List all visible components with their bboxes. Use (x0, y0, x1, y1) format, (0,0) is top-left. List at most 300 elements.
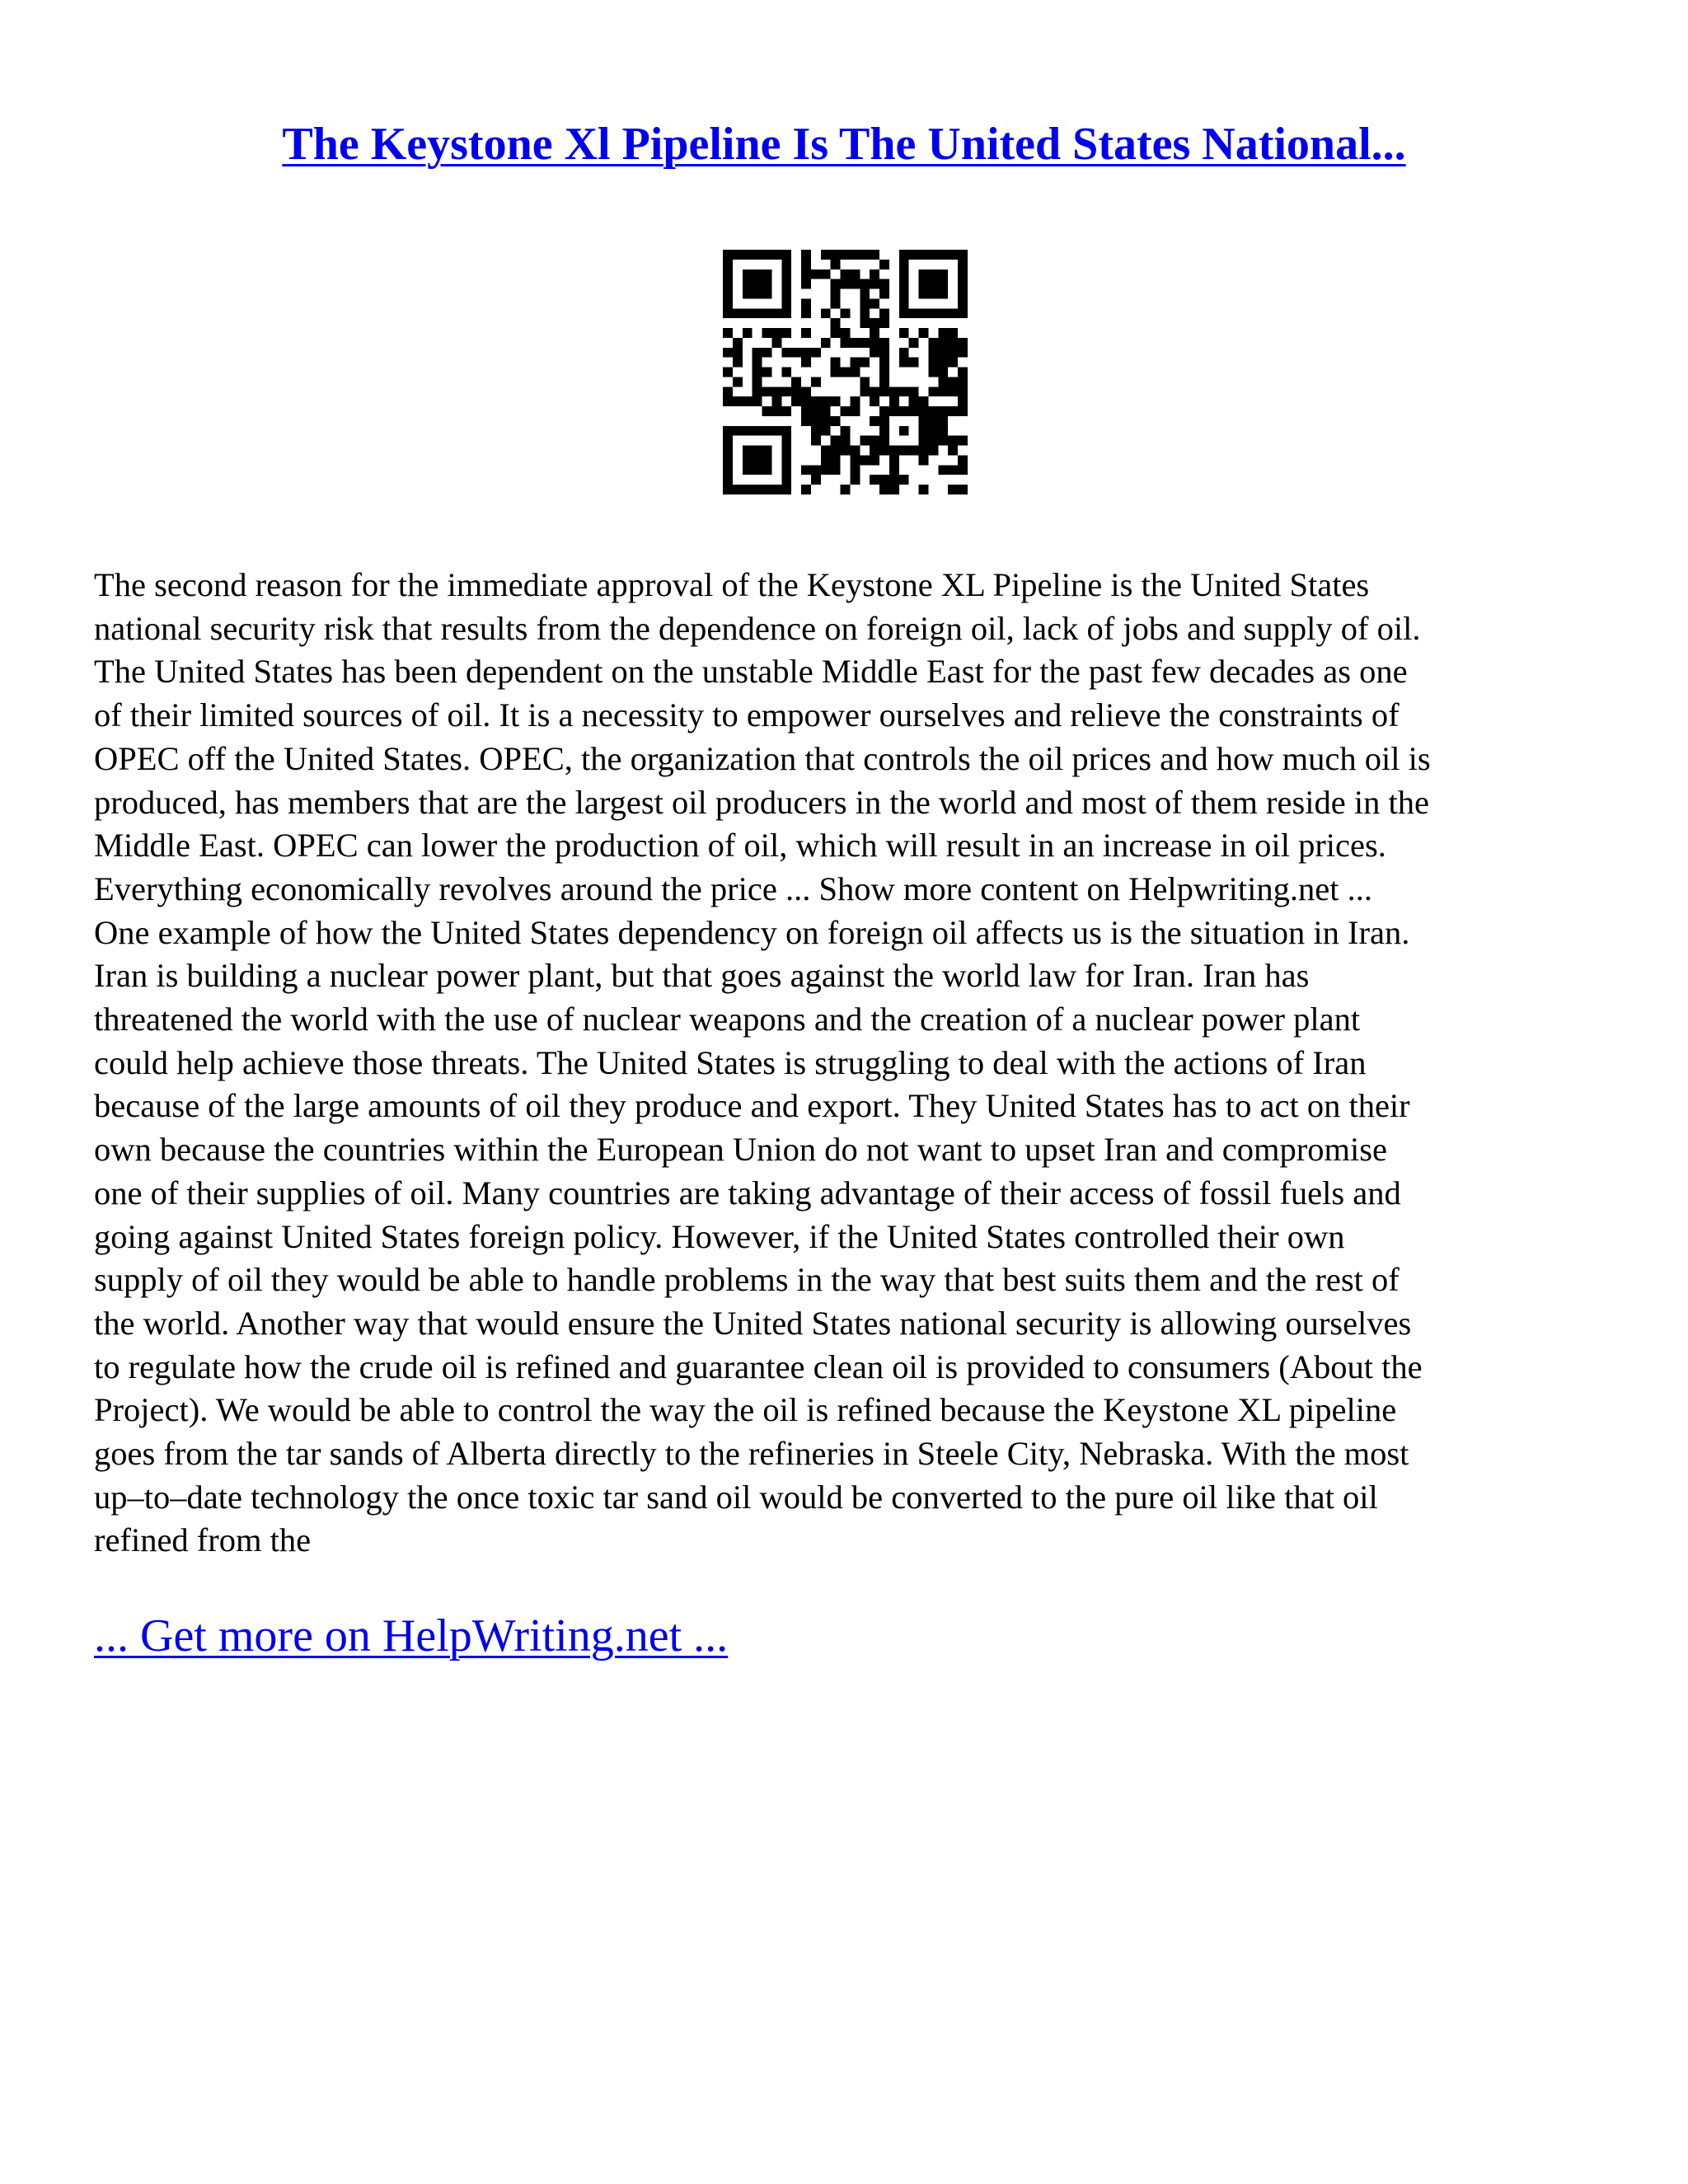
qr-module (860, 455, 870, 465)
qr-module (958, 396, 968, 406)
qr-module (801, 358, 811, 368)
qr-module (762, 485, 772, 494)
qr-module (958, 348, 968, 358)
qr-module (771, 406, 781, 416)
qr-module (860, 436, 870, 446)
qr-module (781, 279, 791, 289)
qr-module (831, 260, 841, 269)
qr-module (919, 446, 929, 456)
qr-module (948, 436, 958, 446)
qr-module (909, 250, 919, 260)
qr-module (743, 308, 753, 318)
qr-module (850, 406, 860, 416)
qr-module (733, 308, 743, 318)
qr-module (743, 426, 753, 436)
qr-module (879, 279, 889, 289)
qr-module (831, 289, 841, 299)
qr-module (723, 260, 733, 269)
qr-module (870, 318, 879, 328)
qr-module (919, 269, 929, 279)
qr-module (811, 396, 821, 406)
qr-module (801, 269, 811, 279)
qr-module (958, 279, 968, 289)
qr-module (938, 308, 948, 318)
qr-module (821, 338, 831, 348)
qr-module (889, 446, 899, 456)
qr-module (781, 250, 791, 260)
qr-module (831, 446, 841, 456)
qr-module (762, 387, 772, 396)
qr-module (938, 426, 948, 436)
qr-module (831, 465, 841, 475)
qr-module (928, 416, 938, 426)
qr-module (899, 289, 909, 299)
qr-module (801, 465, 811, 475)
qr-module (762, 250, 772, 260)
qr-module (743, 250, 753, 260)
qr-module (811, 348, 821, 358)
body-line: up–to–date technology the once toxic tar sand oil would be converted to the pure oil like that oil (94, 1478, 1378, 1516)
qr-module (841, 426, 851, 436)
qr-module (733, 426, 743, 436)
qr-module (781, 406, 791, 416)
qr-module (753, 358, 762, 368)
qr-module (889, 455, 899, 465)
qr-module (889, 406, 899, 416)
get-more-link[interactable]: ... Get more on HelpWriting.net ... (94, 1610, 729, 1661)
qr-module (850, 338, 860, 348)
qr-module (889, 475, 899, 485)
qr-module (938, 279, 948, 289)
qr-module (860, 387, 870, 396)
qr-module (850, 269, 860, 279)
qr-module (801, 260, 811, 269)
qr-module (889, 396, 899, 406)
qr-module (948, 387, 958, 396)
qr-module (753, 368, 762, 377)
qr-module (860, 298, 870, 308)
qr-module (879, 377, 889, 387)
qr-module (938, 338, 948, 348)
qr-module (733, 358, 743, 368)
qr-module (791, 396, 801, 406)
qr-module (781, 298, 791, 308)
qr-module (723, 455, 733, 465)
qr-module (870, 338, 879, 348)
body-line: could help achieve those threats. The United States is struggling to deal with the actions of Iran (94, 1043, 1367, 1081)
qr-module (821, 426, 831, 436)
qr-module (958, 250, 968, 260)
qr-module (733, 338, 743, 348)
qr-module (870, 250, 879, 260)
qr-module (899, 298, 909, 308)
qr-module (850, 455, 860, 465)
qr-module (743, 279, 753, 289)
qr-module (860, 250, 870, 260)
qr-module (762, 465, 772, 475)
qr-module (919, 436, 929, 446)
qr-module (743, 269, 753, 279)
qr-module (958, 269, 968, 279)
qr-module (870, 455, 879, 465)
qr-module (860, 289, 870, 299)
qr-module (753, 269, 762, 279)
qr-module (743, 396, 753, 406)
qr-module (821, 308, 831, 318)
qr-module (879, 436, 889, 446)
qr-module (938, 289, 948, 299)
body-line: going against United States foreign policy. However, if the United States controlled their own (94, 1217, 1345, 1255)
qr-module (831, 250, 841, 260)
qr-module (723, 387, 733, 396)
qr-module (879, 368, 889, 377)
qr-module (743, 446, 753, 456)
qr-module (928, 406, 938, 416)
qr-module (879, 416, 889, 426)
qr-module (938, 368, 948, 377)
qr-module (841, 485, 851, 494)
qr-module (889, 485, 899, 494)
more-link-container (94, 1607, 728, 1665)
qr-module (919, 396, 929, 406)
qr-module (811, 465, 821, 475)
qr-module (831, 368, 841, 377)
qr-module (879, 406, 889, 416)
qr-module (928, 446, 938, 456)
qr-module (860, 318, 870, 328)
qr-module (909, 406, 919, 416)
qr-module (753, 279, 762, 289)
qr-module (928, 348, 938, 358)
qr-module (811, 406, 821, 416)
qr-module (771, 387, 781, 396)
qr-module (791, 387, 801, 396)
qr-module (899, 279, 909, 289)
qr-module (958, 436, 968, 446)
qr-module (733, 250, 743, 260)
qr-module (811, 475, 821, 485)
qr-module (771, 338, 781, 348)
qr-module (899, 446, 909, 456)
qr-module (762, 308, 772, 318)
qr-module (850, 475, 860, 485)
qr-module (919, 279, 929, 289)
qr-module (781, 328, 791, 338)
qr-module (723, 279, 733, 289)
qr-module (781, 269, 791, 279)
qr-module (743, 328, 753, 338)
qr-module (841, 308, 851, 318)
qr-module (928, 250, 938, 260)
qr-module (948, 308, 958, 318)
qr-module (781, 436, 791, 446)
qr-module (801, 396, 811, 406)
qr-module (781, 475, 791, 485)
qr-module (958, 260, 968, 269)
qr-module (870, 396, 879, 406)
qr-module (928, 269, 938, 279)
qr-module (771, 396, 781, 406)
qr-module (841, 279, 851, 289)
qr-module (753, 446, 762, 456)
body-line: the world. Another way that would ensure the United States national security is allowing ourselves (94, 1304, 1412, 1342)
qr-module (928, 279, 938, 289)
qr-module (723, 436, 733, 446)
qr-module (723, 368, 733, 377)
qr-module (938, 250, 948, 260)
qr-module (781, 387, 791, 396)
qr-module (870, 416, 879, 426)
qr-module (928, 368, 938, 377)
qr-module (909, 387, 919, 396)
qr-module (899, 358, 909, 368)
qr-module (831, 436, 841, 446)
qr-module (909, 396, 919, 406)
qr-module (723, 465, 733, 475)
body-line: threatened the world with the use of nuclear weapons and the creation of a nuclear power plant (94, 1001, 1361, 1038)
qr-module (948, 348, 958, 358)
qr-module (948, 446, 958, 456)
qr-code-icon (723, 250, 968, 494)
qr-module (958, 298, 968, 308)
qr-module (889, 387, 899, 396)
qr-module (860, 279, 870, 289)
qr-module (958, 485, 968, 494)
qr-module (801, 298, 811, 308)
qr-module (781, 485, 791, 494)
qr-module (781, 289, 791, 299)
qr-module (899, 475, 909, 485)
qr-module (753, 348, 762, 358)
qr-module (801, 308, 811, 318)
qr-module (958, 308, 968, 318)
qr-module (821, 446, 831, 456)
qr-module (753, 465, 762, 475)
qr-module (958, 338, 968, 348)
qr-module (870, 298, 879, 308)
qr-module (743, 465, 753, 475)
body-line: The United States has been dependent on the unstable Middle East for the past few decades as one (94, 653, 1408, 691)
qr-module (762, 328, 772, 338)
qr-module (821, 416, 831, 426)
body-line: national security risk that results from the dependence on foreign oil, lack of jobs and supply of oil. (94, 609, 1421, 647)
qr-module (753, 377, 762, 387)
qr-module (919, 485, 929, 494)
qr-module (879, 485, 889, 494)
body-line: supply of oil they would be able to handle problems in the way that best suits them and the rest of (94, 1261, 1400, 1299)
qr-module (879, 338, 889, 348)
qr-module (938, 406, 948, 416)
qr-module (919, 406, 929, 416)
qr-module (753, 396, 762, 406)
qr-module (958, 387, 968, 396)
qr-module (870, 279, 879, 289)
qr-module (762, 279, 772, 289)
qr-module (801, 416, 811, 426)
qr-module (928, 338, 938, 348)
qr-module (753, 485, 762, 494)
qr-module (771, 308, 781, 318)
qr-module (762, 426, 772, 436)
qr-module (811, 426, 821, 436)
qr-module (938, 328, 948, 338)
qr-module (850, 446, 860, 456)
qr-module (899, 387, 909, 396)
qr-module (870, 269, 879, 279)
qr-module (899, 250, 909, 260)
qr-module (870, 446, 879, 456)
qr-module (771, 426, 781, 436)
qr-module (723, 289, 733, 299)
qr-module (928, 358, 938, 368)
qr-module (948, 328, 958, 338)
qr-module (762, 455, 772, 465)
qr-module (821, 465, 831, 475)
qr-module (919, 416, 929, 426)
qr-module (938, 348, 948, 358)
qr-module (743, 455, 753, 465)
qr-module (870, 387, 879, 396)
qr-module (781, 308, 791, 318)
qr-module (762, 289, 772, 299)
qr-module (821, 406, 831, 416)
qr-module (938, 377, 948, 387)
body-line: produced, has members that are the largest oil producers in the world and most of them reside in the (94, 783, 1429, 821)
qr-module (811, 416, 821, 426)
qr-module (928, 387, 938, 396)
qr-module (938, 465, 948, 475)
body-line: one of their supplies of oil. Many countries are taking advantage of their access of fossil fuels and (94, 1174, 1401, 1212)
qr-module (723, 298, 733, 308)
qr-module (753, 387, 762, 396)
qr-module (948, 465, 958, 475)
body-line: OPEC off the United States. OPEC, the organization that controls the oil prices and how much oil is (94, 739, 1431, 777)
qr-module (781, 260, 791, 269)
body-line: Iran is building a nuclear power plant, but that goes against the world law for Iran. Iran has (94, 957, 1310, 995)
body-line: because of the large amounts of oil they produce and export. They United States has to act on their (94, 1087, 1410, 1125)
qr-module (899, 406, 909, 416)
qr-module (928, 289, 938, 299)
qr-module (781, 465, 791, 475)
body-line: goes from the tar sands of Alberta directly to the refineries in Steele City, Nebraska. With the most (94, 1435, 1409, 1473)
qr-module (938, 269, 948, 279)
qr-module (801, 485, 811, 494)
qr-module (723, 475, 733, 485)
qr-module (762, 269, 772, 279)
qr-module (811, 377, 821, 387)
qr-module (850, 396, 860, 406)
qr-module (753, 455, 762, 465)
qr-module (781, 426, 791, 436)
qr-module (723, 446, 733, 456)
qr-module (958, 289, 968, 299)
qr-module (801, 279, 811, 289)
qr-module (928, 426, 938, 436)
qr-module (831, 298, 841, 308)
qr-module (958, 455, 968, 465)
qr-module (771, 328, 781, 338)
qr-module (811, 436, 821, 446)
qr-module (879, 318, 889, 328)
qr-module (821, 455, 831, 465)
qr-module (733, 348, 743, 358)
qr-module (841, 368, 851, 377)
qr-module (850, 465, 860, 475)
qr-module (753, 250, 762, 260)
qr-module (811, 269, 821, 279)
qr-module (948, 338, 958, 348)
qr-module (831, 279, 841, 289)
qr-module (723, 348, 733, 358)
qr-module (899, 260, 909, 269)
body-line: of their limited sources of oil. It is a necessity to empower ourselves and relieve the constraints of (94, 696, 1400, 734)
qr-module (899, 328, 909, 338)
qr-module (850, 279, 860, 289)
body-line: The second reason for the immediate approval of the Keystone XL Pipeline is the United States (94, 566, 1370, 603)
qr-module (860, 308, 870, 318)
qr-module (899, 308, 909, 318)
qr-module (821, 396, 831, 406)
qr-module (948, 358, 958, 368)
qr-module (771, 485, 781, 494)
qr-module (879, 289, 889, 299)
qr-module (841, 436, 851, 446)
qr-module (723, 250, 733, 260)
qr-module (919, 289, 929, 299)
qr-module (850, 368, 860, 377)
qr-module (723, 308, 733, 318)
qr-module (938, 358, 948, 368)
qr-module (801, 250, 811, 260)
qr-module (860, 358, 870, 368)
qr-module (870, 475, 879, 485)
body-line: Middle East. OPEC can lower the production of oil, which will result in an increase in oil prices. (94, 827, 1386, 865)
qr-module (879, 387, 889, 396)
qr-module (919, 455, 929, 465)
title-link[interactable]: The Keystone Xl Pipeline Is The United States National... (282, 119, 1406, 170)
qr-module (791, 377, 801, 387)
qr-module (841, 328, 851, 338)
qr-module (909, 338, 919, 348)
body-line: refined from the (94, 1521, 312, 1559)
qr-module (850, 250, 860, 260)
qr-module (909, 446, 919, 456)
qr-module (831, 328, 841, 338)
qr-module (831, 416, 841, 426)
qr-module (801, 387, 811, 396)
qr-module (753, 426, 762, 436)
qr-module (841, 406, 851, 416)
qr-module (928, 308, 938, 318)
qr-module (743, 289, 753, 299)
qr-module (909, 358, 919, 368)
qr-module (879, 348, 889, 358)
qr-module (879, 475, 889, 485)
qr-module (870, 348, 879, 358)
qr-module (801, 328, 811, 338)
qr-module (733, 485, 743, 494)
qr-module (958, 368, 968, 377)
qr-module (879, 446, 889, 456)
qr-module (743, 485, 753, 494)
qr-module (948, 377, 958, 387)
qr-module (841, 446, 851, 456)
qr-module (723, 269, 733, 279)
qr-module (879, 260, 889, 269)
qr-module (919, 328, 929, 338)
qr-module (762, 368, 772, 377)
qr-module (899, 426, 909, 436)
